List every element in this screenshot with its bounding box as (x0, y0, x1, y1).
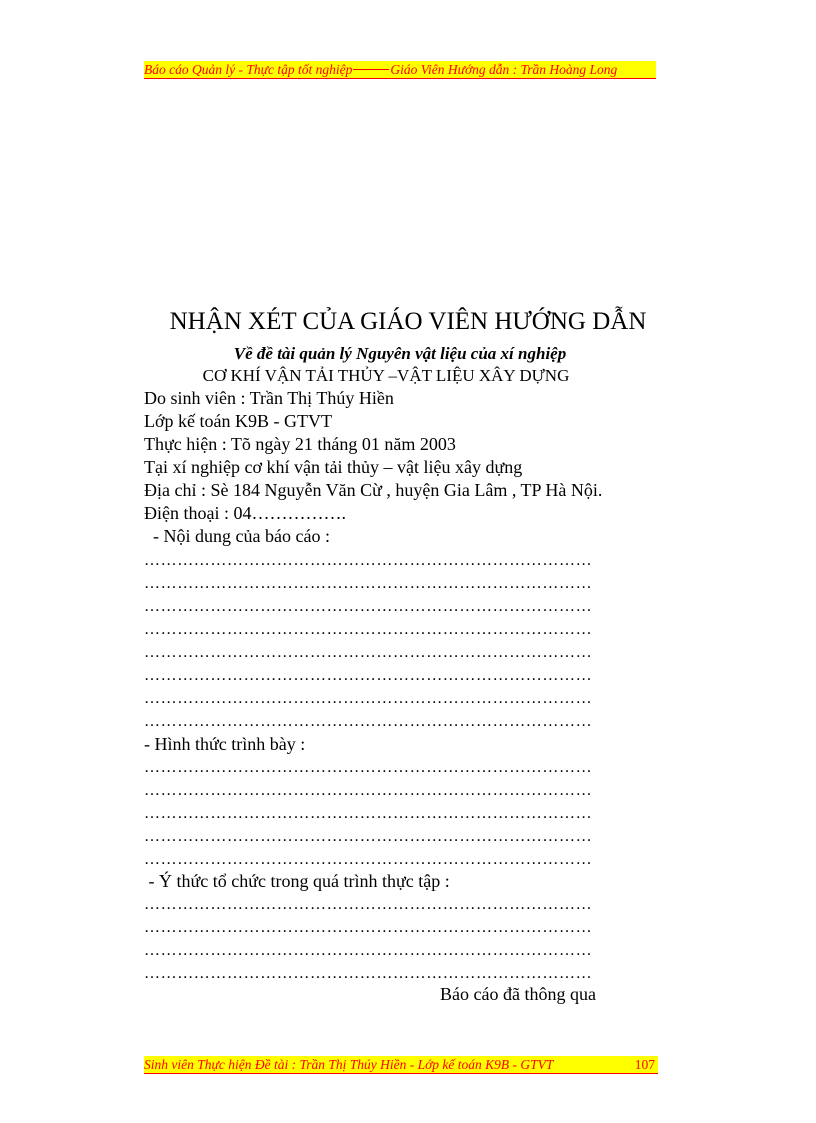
dotted-line: ……………………………………………………………………… (144, 667, 593, 684)
content-section-label: - Nội dung của báo cáo : (144, 526, 330, 546)
approval-text: Báo cáo đã thông qua (440, 984, 596, 1004)
header-separator (353, 69, 389, 70)
page-footer (144, 1056, 658, 1074)
dotted-line: ……………………………………………………………………… (144, 690, 593, 707)
dotted-line: ……………………………………………………………………… (144, 896, 593, 913)
page-title: NHẬN XÉT CỦA GIÁO VIÊN HƯỚNG DẪN (169, 308, 647, 335)
page-header (144, 61, 656, 79)
dotted-line: ……………………………………………………………………… (144, 828, 593, 845)
student-line: Do sinh viên : Trần Thị Thúy Hiền (144, 388, 394, 408)
period-line: Thực hiện : Tõ ngày 21 tháng 01 năm 2003 (144, 434, 456, 454)
subtitle-company: CƠ KHÍ VẬN TẢI THỦY –VẬT LIỆU XÂY DỰNG (202, 366, 570, 385)
header-left: Báo cáo Quản lý - Thực tập tốt nghiệp (144, 62, 353, 77)
dotted-line: ……………………………………………………………………… (144, 965, 593, 982)
dotted-line: ……………………………………………………………………… (144, 621, 593, 638)
class-line: Lớp kế toán K9B - GTVT (144, 411, 332, 431)
header-right: Giáo Viên Hướng dẫn : Trần Hoàng Long (390, 62, 618, 77)
dotted-line: ……………………………………………………………………… (144, 575, 593, 592)
dotted-line: ……………………………………………………………………… (144, 713, 593, 730)
dotted-line: ……………………………………………………………………… (144, 851, 593, 868)
page-number: 107 (634, 1057, 655, 1072)
attitude-section-label: - Ý thức tổ chức trong quá trình thực tập : (144, 871, 450, 891)
dotted-line: ……………………………………………………………………… (144, 805, 593, 822)
dotted-line: ……………………………………………………………………… (144, 919, 593, 936)
footer-text: Sinh viên Thực hiện Đề tài : Trần Thị Thúy Hiền - Lớp kế toán K9B - GTVT (144, 1057, 554, 1072)
dotted-line: ……………………………………………………………………… (144, 759, 593, 776)
place-line: Tại xí nghiệp cơ khí vận tải thủy – vật liệu xây dựng (144, 457, 523, 477)
dotted-line: ……………………………………………………………………… (144, 644, 593, 661)
dotted-line: ……………………………………………………………………… (144, 782, 593, 799)
phone-line: Điện thoại : 04……………. (144, 503, 346, 523)
address-line: Địa chỉ : Sè 184 Nguyễn Văn Cừ , huyện Gia Lâm , TP Hà Nội. (144, 480, 603, 500)
subtitle-topic: Về đề tài quản lý Nguyên vật liệu của xí nghiệp (233, 344, 567, 363)
presentation-section-label: - Hình thức trình bày : (144, 734, 306, 754)
dotted-line: ……………………………………………………………………… (144, 598, 593, 615)
dotted-line: ……………………………………………………………………… (144, 942, 593, 959)
dotted-line: ……………………………………………………………………… (144, 552, 593, 569)
